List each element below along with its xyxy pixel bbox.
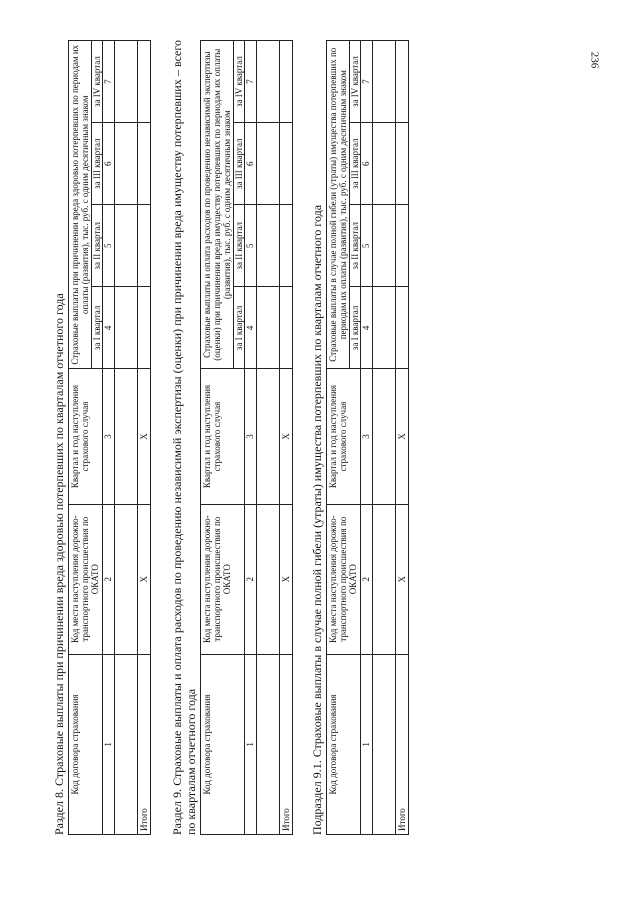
header-q4: за IV квартал — [234, 41, 245, 123]
col-number: 1 — [103, 654, 115, 834]
table-cell — [373, 205, 396, 287]
table-row — [115, 41, 138, 835]
section-9 — [170, 40, 293, 835]
col-number: 3 — [103, 369, 115, 504]
table-cell — [280, 41, 293, 123]
header-q3: за III квартал — [92, 123, 103, 205]
table-cell — [257, 504, 280, 654]
table-cell — [396, 41, 409, 123]
header-q2: за II квартал — [350, 205, 361, 287]
table-row — [373, 41, 396, 835]
col-number: 2 — [245, 504, 257, 654]
col-number: 1 — [245, 654, 257, 834]
total-mark: X — [138, 369, 151, 504]
table-cell — [257, 123, 280, 205]
table-cell — [138, 205, 151, 287]
subsection-9-1 — [310, 40, 409, 835]
col-number: 5 — [103, 205, 115, 287]
col-number: 4 — [361, 287, 373, 369]
col-number: 1 — [361, 654, 373, 834]
total-mark: X — [396, 504, 409, 654]
total-label: Итого — [280, 654, 293, 834]
header-q2: за II квартал — [234, 205, 245, 287]
total-mark: X — [280, 369, 293, 504]
table-cell — [396, 123, 409, 205]
section-title: Раздел 9. Страховые выплаты и оплата расходов по проведению независимой экспертизы (оценки) при причинении вреда имуществу потерпевших – всего по кварталам отчетного года — [170, 40, 198, 835]
header-contract-code: Код договора страхования — [201, 654, 245, 834]
header-quarter-year: Квартал и год наступления страхового случая — [69, 369, 103, 504]
table-cell — [138, 41, 151, 123]
header-q1: за I квартал — [234, 287, 245, 369]
header-okato-code: Код места наступления дорожно-транспортного происшествия по ОКАТО — [327, 504, 361, 654]
header-q3: за III квартал — [350, 123, 361, 205]
header-q1: за I квартал — [350, 287, 361, 369]
col-number: 7 — [245, 41, 257, 123]
table-cell — [138, 123, 151, 205]
table-cell — [396, 205, 409, 287]
header-okato-code: Код места наступления дорожно-транспортного происшествия по ОКАТО — [69, 504, 103, 654]
table-cell — [257, 369, 280, 504]
total-mark: X — [396, 369, 409, 504]
col-number: 6 — [245, 123, 257, 205]
header-contract-code: Код договора страхования — [327, 654, 361, 834]
header-q4: за IV квартал — [350, 41, 361, 123]
col-number: 7 — [361, 41, 373, 123]
col-number: 6 — [103, 123, 115, 205]
section-title: Раздел 8. Страховые выплаты при причинении вреда здоровью потерпевших по кварталам отчетного года — [52, 293, 66, 835]
header-okato-code: Код места наступления дорожно-транспортного происшествия по ОКАТО — [201, 504, 245, 654]
col-number: 2 — [361, 504, 373, 654]
table-cell — [257, 654, 280, 834]
col-number: 4 — [103, 287, 115, 369]
header-contract-code: Код договора страхования — [69, 654, 103, 834]
page-number: 236 — [588, 51, 601, 69]
total-label: Итого — [396, 654, 409, 834]
total-row — [396, 41, 409, 835]
total-mark: X — [138, 504, 151, 654]
col-number: 2 — [103, 504, 115, 654]
table-cell — [373, 41, 396, 123]
total-row — [280, 41, 293, 835]
table-cell — [257, 41, 280, 123]
table-cell — [373, 123, 396, 205]
table-cell — [280, 123, 293, 205]
header-q3: за III квартал — [234, 123, 245, 205]
col-number: 4 — [245, 287, 257, 369]
table-cell — [138, 287, 151, 369]
table-cell — [115, 287, 138, 369]
table-cell — [115, 504, 138, 654]
section-title: Подраздел 9.1. Страховые выплаты в случае полной гибели (утраты) имущества потерпевших по кварталам отчетного года — [310, 204, 324, 835]
header-payments-group: Страховые выплаты в случае полной гибели (утраты) имущества потерпевших по периодам их оплаты (развития), тыс. руб. с одним десятичным знаком — [327, 41, 350, 369]
table-cell — [115, 123, 138, 205]
col-number: 7 — [103, 41, 115, 123]
table-cell — [115, 369, 138, 504]
header-payments-group: Страховые выплаты и оплата расходов по проведению независимой экспертизы (оценки) при причинении вреда имуществу потерпевших по периодам их оплаты (развития), тыс. руб. с одним десятичным знаком — [201, 41, 234, 369]
col-number: 3 — [245, 369, 257, 504]
table-cell — [115, 41, 138, 123]
table-cell — [280, 205, 293, 287]
header-quarter-year: Квартал и год наступления страхового случая — [201, 369, 245, 504]
table-cell — [396, 287, 409, 369]
table-cell — [280, 287, 293, 369]
table-row — [257, 41, 280, 835]
total-row — [138, 41, 151, 835]
total-mark: X — [280, 504, 293, 654]
section-table — [200, 40, 293, 835]
table-cell — [373, 654, 396, 834]
table-cell — [373, 287, 396, 369]
section-table — [326, 40, 409, 835]
header-q2: за II квартал — [92, 205, 103, 287]
total-label: Итого — [138, 654, 151, 834]
header-q1: за I квартал — [92, 287, 103, 369]
col-number: 5 — [361, 205, 373, 287]
section-8 — [52, 40, 151, 835]
col-number: 5 — [245, 205, 257, 287]
table-cell — [257, 205, 280, 287]
section-table — [68, 40, 151, 835]
header-quarter-year: Квартал и год наступления страхового случая — [327, 369, 361, 504]
col-number: 6 — [361, 123, 373, 205]
header-payments-group: Страховые выплаты при причинении вреда здоровью потерпевших по периодам их оплаты (развития), тыс. руб. с одним десятичным знаком — [69, 41, 92, 369]
table-cell — [373, 369, 396, 504]
header-q4: за IV квартал — [92, 41, 103, 123]
table-cell — [257, 287, 280, 369]
table-cell — [115, 205, 138, 287]
table-cell — [373, 504, 396, 654]
col-number: 3 — [361, 369, 373, 504]
table-cell — [115, 654, 138, 834]
